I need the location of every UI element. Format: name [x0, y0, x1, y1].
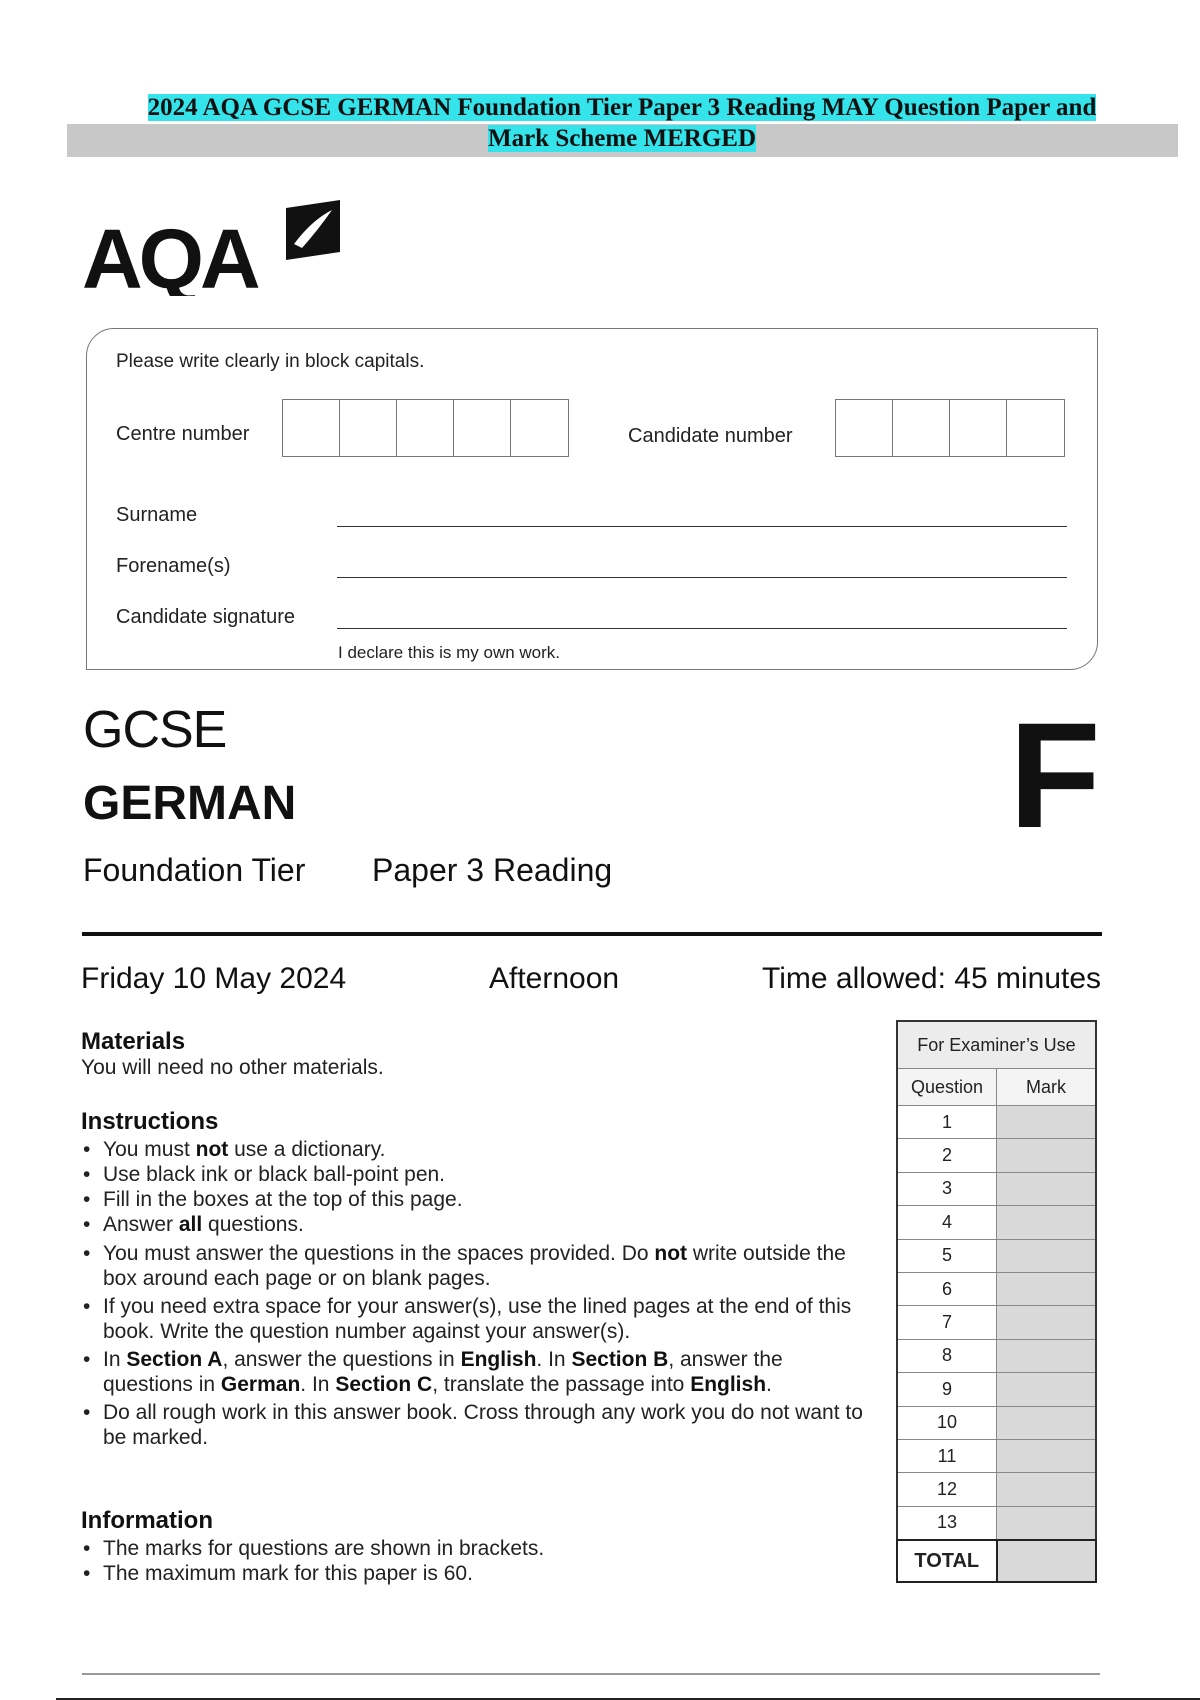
instruction-text: . In: [536, 1348, 572, 1371]
instruction-item: [81, 1400, 871, 1450]
instruction-text: use a dictionary.: [228, 1138, 386, 1161]
document-banner: [67, 92, 1177, 154]
aqa-logo-text: AQA: [82, 212, 257, 296]
surname-field[interactable]: [337, 526, 1067, 527]
examiner-table-row: [897, 1339, 1096, 1372]
instruction-item: [81, 1162, 871, 1187]
mark-cell[interactable]: [997, 1339, 1097, 1372]
mark-cell[interactable]: [997, 1272, 1097, 1305]
mark-cell[interactable]: [997, 1239, 1097, 1272]
information-item: • The maximum mark for this paper is 60.: [81, 1561, 871, 1586]
candidate-number-boxes[interactable]: [835, 399, 1065, 457]
instruction-text: You must: [103, 1138, 196, 1161]
title-divider: [82, 932, 1102, 936]
paper-label: Paper 3 Reading: [372, 852, 613, 888]
instruction-text: Fill in the boxes at the top of this page.: [103, 1188, 463, 1211]
question-number-cell: 13: [897, 1506, 997, 1540]
instruction-item: [81, 1347, 871, 1397]
information-list: [81, 1536, 871, 1586]
examiner-table-row: [897, 1206, 1096, 1239]
block-capitals-instruction: Please write clearly in block capitals.: [116, 351, 425, 372]
examiner-table-row: [897, 1239, 1096, 1272]
signature-field[interactable]: [337, 628, 1067, 629]
question-number-cell: 8: [897, 1339, 997, 1372]
instructions-heading: Instructions: [81, 1108, 219, 1135]
banner-line-1: 2024 AQA GCSE GERMAN Foundation Tier Paper 3 Reading MAY Question Paper and: [147, 94, 1097, 121]
mark-column-header: Mark: [997, 1069, 1097, 1106]
instruction-emphasis: not: [654, 1242, 688, 1265]
question-column-header: Question: [897, 1069, 997, 1106]
instruction-item: [81, 1294, 871, 1344]
centre-number-digit[interactable]: [397, 400, 454, 456]
instruction-emphasis: Section A: [126, 1348, 223, 1371]
examiner-table-row: [897, 1139, 1096, 1172]
instruction-text: write outside the box around each page or on blank pages.: [103, 1242, 846, 1290]
exam-date: Friday 10 May 2024: [81, 962, 347, 995]
instruction-item: [81, 1241, 871, 1291]
examiner-table-row: [897, 1506, 1096, 1540]
instruction-text: You must answer the questions in the spaces provided. Do: [103, 1242, 655, 1265]
instruction-emphasis: English: [460, 1348, 537, 1371]
instruction-emphasis: not: [195, 1138, 229, 1161]
question-number-cell: 9: [897, 1373, 997, 1406]
instruction-item: [81, 1137, 871, 1162]
mark-cell[interactable]: [997, 1439, 1097, 1472]
forenames-label: Forename(s): [116, 555, 231, 577]
exam-session: Afternoon: [489, 962, 620, 995]
signature-label: Candidate signature: [116, 606, 296, 628]
mark-cell[interactable]: [997, 1506, 1097, 1540]
instruction-text: In: [103, 1348, 127, 1371]
question-number-cell: 3: [897, 1172, 997, 1205]
mark-cell[interactable]: [997, 1473, 1097, 1506]
mark-cell[interactable]: [997, 1306, 1097, 1339]
centre-number-digit[interactable]: [283, 400, 340, 456]
mark-cell[interactable]: [997, 1106, 1097, 1139]
examiner-use-title: For Examiner’s Use: [897, 1021, 1096, 1069]
instruction-text: . In: [300, 1373, 336, 1396]
qualification-title: GCSE: [83, 701, 227, 759]
examiner-table-row: [897, 1439, 1096, 1472]
instruction-text: Answer: [103, 1213, 179, 1236]
examiner-use-table: [896, 1020, 1097, 1583]
centre-number-digit[interactable]: [340, 400, 397, 456]
candidate-number-label: Candidate number: [628, 425, 793, 447]
materials-text: You will need no other materials.: [81, 1056, 384, 1079]
total-mark-cell[interactable]: [997, 1540, 1097, 1582]
examiner-table-row: [897, 1373, 1096, 1406]
examiner-table-row: [897, 1406, 1096, 1439]
question-number-cell: 5: [897, 1239, 997, 1272]
question-number-cell: 12: [897, 1473, 997, 1506]
instruction-text: questions.: [202, 1213, 304, 1236]
candidate-number-digit[interactable]: [893, 400, 950, 456]
question-number-cell: 11: [897, 1439, 997, 1472]
candidate-number-digit[interactable]: [836, 400, 893, 456]
question-number-cell: 10: [897, 1406, 997, 1439]
information-item: • The marks for questions are shown in brackets.: [81, 1536, 871, 1561]
instruction-text: Do all rough work in this answer book. Cross through any work you do not want to be marked.: [103, 1401, 863, 1449]
mark-cell[interactable]: [997, 1139, 1097, 1172]
surname-label: Surname: [116, 504, 198, 526]
candidate-number-digit[interactable]: [950, 400, 1007, 456]
instruction-text: Use black ink or black ball-point pen.: [103, 1163, 446, 1186]
total-label: TOTAL: [897, 1540, 997, 1582]
instruction-item: [81, 1212, 871, 1237]
instruction-text: .: [766, 1373, 772, 1396]
instruction-text: If you need extra space for your answer(s), use the lined pages at the end of this book. Write the question number against your answer(s).: [103, 1295, 852, 1343]
question-number-cell: 1: [897, 1106, 997, 1139]
centre-number-digit[interactable]: [511, 400, 568, 456]
instruction-emphasis: Section C: [335, 1373, 433, 1396]
instruction-emphasis: German: [220, 1373, 301, 1396]
centre-number-boxes[interactable]: [282, 399, 569, 457]
question-number-cell: 4: [897, 1206, 997, 1239]
examiner-table-row: [897, 1473, 1096, 1506]
question-number-cell: 7: [897, 1306, 997, 1339]
examiner-table-row: [897, 1106, 1096, 1139]
materials-heading: Materials: [81, 1028, 186, 1055]
footer-divider: [82, 1673, 1100, 1675]
tier-label: Foundation Tier: [83, 852, 306, 888]
mark-cell[interactable]: [997, 1406, 1097, 1439]
candidate-number-digit[interactable]: [1007, 400, 1064, 456]
question-number-cell: 6: [897, 1272, 997, 1305]
instruction-text: , translate the passage into: [432, 1373, 691, 1396]
instruction-text: , answer the questions in: [103, 1348, 783, 1396]
time-allowed: Time allowed: 45 minutes: [762, 962, 1102, 995]
candidate-details-box: [86, 328, 1098, 670]
declaration-text: I declare this is my own work.: [338, 643, 561, 662]
examiner-total-row: [897, 1540, 1096, 1582]
banner-line-2: Mark Scheme MERGED: [487, 125, 757, 152]
examiner-table-row: [897, 1272, 1096, 1305]
examiner-table-row: [897, 1172, 1096, 1205]
information-heading: Information: [81, 1507, 213, 1534]
aqa-logo: [82, 200, 344, 296]
instruction-text: , answer the questions in: [222, 1348, 461, 1371]
centre-number-digit[interactable]: [454, 400, 511, 456]
mark-cell[interactable]: [997, 1373, 1097, 1406]
mark-cell[interactable]: [997, 1206, 1097, 1239]
instruction-emphasis: all: [178, 1213, 203, 1236]
instructions-list: [81, 1137, 871, 1450]
tier-letter: F: [1009, 691, 1101, 859]
centre-number-label: Centre number: [116, 423, 250, 445]
instruction-emphasis: English: [690, 1373, 767, 1396]
examiner-table-row: [897, 1306, 1096, 1339]
instruction-item: [81, 1187, 871, 1212]
instruction-emphasis: Section B: [571, 1348, 669, 1371]
subject-title: GERMAN: [83, 777, 297, 830]
forenames-field[interactable]: [337, 577, 1067, 578]
mark-cell[interactable]: [997, 1172, 1097, 1205]
question-number-cell: 2: [897, 1139, 997, 1172]
